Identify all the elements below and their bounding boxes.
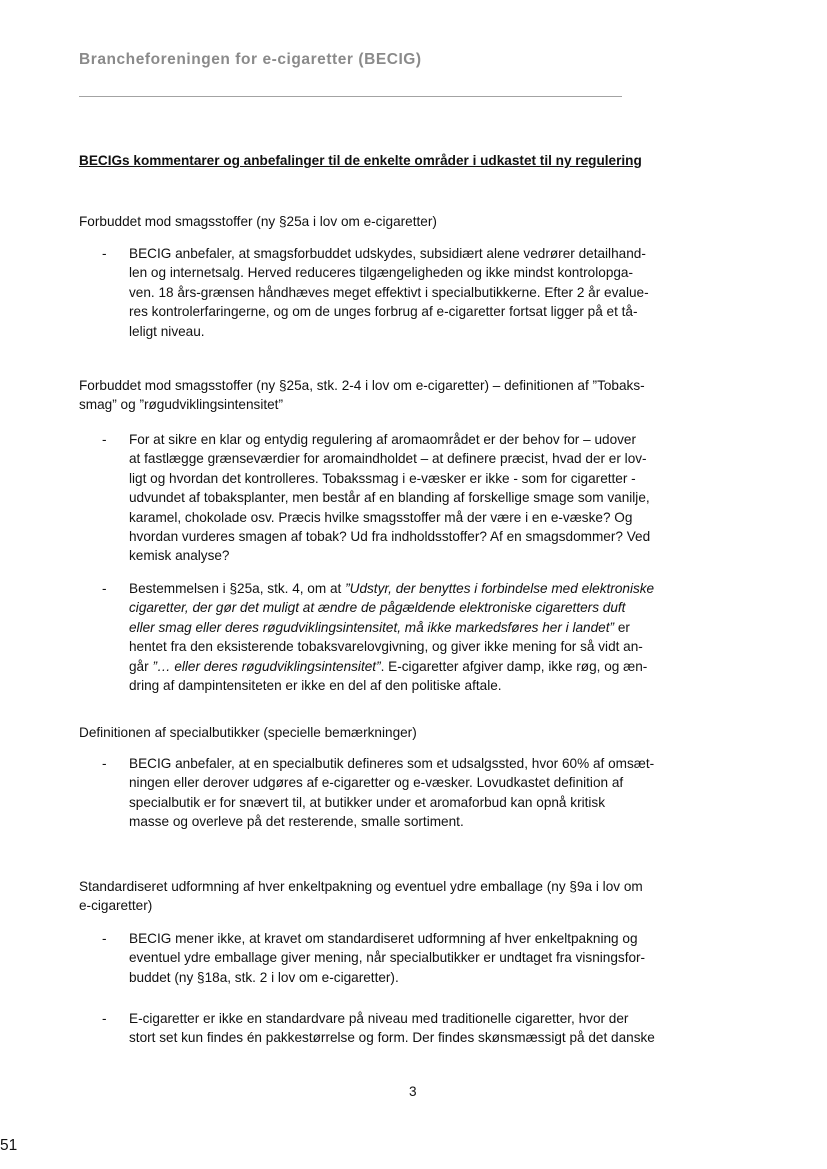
header-divider: [79, 96, 622, 97]
text-line: udvundet af tobaksplanter, men består af en blanding af forskellige smage som vanilje,: [129, 490, 650, 506]
text-span: . E-cigaretter afgiver damp, ikke røg, og æn-: [380, 658, 648, 674]
text-line: E-cigaretter er ikke en standardvare på niveau med traditionelle cigaretter, hvor der: [129, 1011, 629, 1026]
text-line: ven. 18 års-grænsen håndhæves meget effektivt i specialbutikkerne. Efter 2 år evalue-: [129, 284, 649, 300]
bullet-dash: -: [102, 246, 107, 261]
text-line: Forbuddet mod smagsstoffer (ny §25a, stk. 2-4 i lov om e-cigaretter) – definitionen af ”Tobaks-: [79, 378, 645, 393]
text-line: [129, 579, 654, 598]
text-line: For at sikre en klar og entydig regulering af aromaområdet er der behov for – udover: [129, 432, 637, 447]
bullet-dash: -: [102, 581, 107, 596]
text-line: [129, 657, 654, 676]
text-line: BECIG mener ikke, at kravet om standardiseret udformning af hver enkeltpakning og: [129, 931, 638, 946]
text-line: len og internetsalg. Herved reduceres tilgængeligheden og ikke mindst kontrolopga-: [129, 265, 634, 281]
text-line: ligt og hvordan det kontrolleres. Tobakssmag i e-væsker er ikke - som for cigaretter -: [129, 470, 636, 486]
text-span: Bestemmelsen i §25a, stk. 4, om at: [129, 581, 346, 596]
text-line: Standardiseret udformning af hver enkeltpakning og eventuel ydre emballage (ny §9a i lov om: [79, 879, 643, 894]
bullet-dash: -: [102, 931, 107, 946]
text-line: BECIG anbefaler, at smagsforbuddet udskydes, subsidiært alene vedrører detailhand-: [129, 246, 646, 261]
text-line: hvordan vurderes smagen af tobak? Ud fra indholdsstoffer? Af en smagsdommer? Ved: [129, 529, 651, 545]
text-line: buddet (ny §18a, stk. 2 i lov om e-cigaretter).: [129, 969, 399, 985]
text-line: at fastlægge grænseværdier for aromaindholdet – at definere præcist, hvad der er lov-: [129, 451, 647, 467]
bullet-dash: -: [102, 756, 107, 771]
section-title-tobacco-definition: [79, 376, 645, 415]
text-line: BECIG anbefaler, at en specialbutik defineres som et udsalgssted, hvor 60% af omsæt-: [129, 756, 655, 771]
section-heading: BECIGs kommentarer og anbefalinger til de enkelte områder i udkastet til ny regulering: [79, 153, 642, 168]
text-line: e-cigaretter): [79, 898, 153, 914]
section-title-flavour-ban: Forbuddet mod smagsstoffer (ny §25a i lov om e-cigaretter): [79, 214, 437, 229]
text-line: leligt niveau.: [129, 323, 205, 339]
text-line: [129, 618, 654, 637]
text-line: ningen eller derover udgøres af e-cigaretter og e-væsker. Lovudkastet definition af: [129, 775, 624, 791]
text-span: går: [129, 658, 153, 674]
quoted-text: ”… eller deres røgudviklingsintensitet”: [152, 658, 381, 674]
text-line: [129, 598, 654, 617]
text-line: stort set kun findes én pakkestørrelse og form. Der findes skønsmæssigt på det danske: [129, 1030, 655, 1046]
page-number: 3: [409, 1084, 417, 1099]
bullet-dash: -: [102, 432, 107, 447]
quoted-text: eller smag eller deres røgudviklingsintensitet, må ikke markedsføres her i landet”: [129, 619, 615, 635]
bullet-text-equipment-provision: [129, 579, 654, 695]
text-line: smag” og ”røgudviklingsintensitet”: [79, 397, 283, 413]
section-title-specialty-shops: Definitionen af specialbutikker (specielle bemærkninger): [79, 725, 417, 740]
margin-page-number: 51: [0, 1137, 18, 1154]
bullet-text-aroma-regulation: [129, 430, 650, 566]
text-line: masse og overleve på det resterende, smalle sortiment.: [129, 814, 464, 830]
bullet-dash: -: [102, 1011, 107, 1026]
text-line: specialbutik er for snævert til, at butikker under et aromaforbud kan opnå kritisk: [129, 794, 606, 810]
bullet-text-flavour-postpone: [129, 244, 649, 341]
bullet-text-packaging-opinion: [129, 929, 645, 987]
text-line: hentet fra den eksisterende tobaksvarelovgivning, og giver ikke mening for så vidt an-: [129, 639, 643, 655]
text-line: res kontrolerfaringerne, og om de unges forbrug af e-cigaretter fortsat ligger på et tå-: [129, 304, 638, 320]
bullet-text-not-standard-product: [129, 1009, 655, 1048]
bullet-text-specialty-definition: [129, 754, 654, 832]
header-org-name: Brancheforeningen for e-cigaretter (BECIG): [79, 51, 422, 68]
text-line: kemisk analyse?: [129, 548, 230, 564]
section-title-standardised-packaging: [79, 877, 643, 916]
quoted-text: cigaretter, der gør det muligt at ændre de pågældende elektroniske cigaretters duft: [129, 600, 626, 616]
text-line: dring af dampintensiteten er ikke en del af den politiske aftale.: [129, 678, 502, 694]
text-line: karamel, chokolade osv. Præcis hvilke smagsstoffer må der være i en e-væske? Og: [129, 509, 633, 525]
quoted-text: ”Udstyr, der benyttes i forbindelse med elektroniske: [345, 581, 655, 596]
text-span: er: [614, 619, 630, 635]
text-line: eventuel ydre emballage giver mening, når specialbutikker er undtaget fra visningsfor-: [129, 950, 646, 966]
